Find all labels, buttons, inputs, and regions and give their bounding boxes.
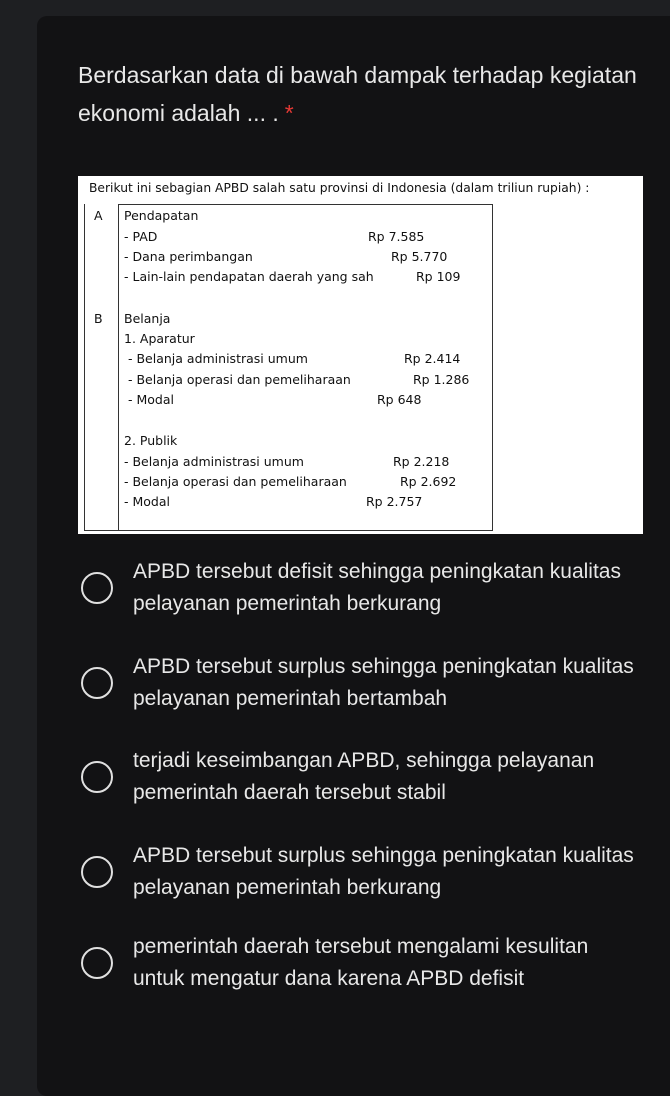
table-border-bottom [84, 530, 493, 531]
option-label[interactable]: APBD tersebut surplus sehingga peningkatan kualitas pelayanan pemerintah bertambah [133, 655, 634, 710]
section-a-title: Pendapatan [124, 208, 199, 223]
radio-button[interactable] [81, 667, 113, 699]
row-value: Rp 109 [416, 269, 461, 284]
row-label: - Lain-lain pendapatan daerah yang sah [124, 269, 374, 284]
table-caption: Berikut ini sebagian APBD salah satu provinsi di Indonesia (dalam triliun rupiah) : [89, 181, 590, 195]
table-border-left [84, 204, 85, 531]
publik-title: 2. Publik [124, 433, 178, 448]
option-label[interactable]: APBD tersebut defisit sehingga peningkatan kualitas pelayanan pemerintah berkurang [133, 560, 621, 615]
table-border-top [118, 204, 493, 205]
apbd-table-image [78, 176, 643, 534]
row-label: - Dana perimbangan [124, 249, 253, 264]
row-value: Rp 5.770 [391, 249, 448, 264]
table-border-right [492, 204, 493, 531]
row-label: - PAD [124, 229, 158, 244]
question-text: Berdasarkan data di bawah dampak terhadap kegiatan ekonomi adalah ... . [78, 62, 637, 126]
section-b-title: Belanja [124, 311, 171, 326]
option-label[interactable]: terjadi keseimbangan APBD, sehingga pelayanan pemerintah daerah tersebut stabil [133, 749, 595, 804]
radio-button[interactable] [81, 856, 113, 888]
option-label[interactable]: APBD tersebut surplus sehingga peningkatan kualitas pelayanan pemerintah berkurang [133, 844, 634, 899]
radio-button[interactable] [81, 572, 113, 604]
question-title [78, 56, 658, 132]
option-4[interactable] [78, 840, 643, 904]
row-label: - Belanja operasi dan pemeliharaan [128, 372, 351, 387]
row-label: - Belanja administrasi umum [124, 454, 304, 469]
option-1[interactable] [78, 556, 643, 620]
option-5[interactable] [78, 931, 643, 995]
section-a-letter: A [94, 208, 103, 223]
row-label: - Belanja operasi dan pemeliharaan [124, 474, 347, 489]
row-value: Rp 2.414 [404, 351, 461, 366]
aparatur-title: 1. Aparatur [124, 331, 195, 346]
row-value: Rp 2.218 [393, 454, 450, 469]
option-label[interactable]: pemerintah daerah tersebut mengalami kesulitan untuk mengatur dana karena APBD defisit [133, 935, 589, 990]
option-3[interactable] [78, 745, 643, 809]
row-value: Rp 7.585 [368, 229, 425, 244]
row-label: - Belanja administrasi umum [128, 351, 308, 366]
option-2[interactable] [78, 651, 643, 715]
row-value: Rp 1.286 [413, 372, 470, 387]
row-value: Rp 2.757 [366, 494, 423, 509]
table-border-middle [118, 204, 119, 531]
row-value: Rp 648 [377, 392, 422, 407]
radio-button[interactable] [81, 761, 113, 793]
row-value: Rp 2.692 [400, 474, 457, 489]
radio-button[interactable] [81, 947, 113, 979]
section-b-letter: B [94, 311, 103, 326]
row-label: - Modal [124, 494, 170, 509]
required-asterisk: * [284, 100, 294, 126]
row-label: - Modal [128, 392, 174, 407]
